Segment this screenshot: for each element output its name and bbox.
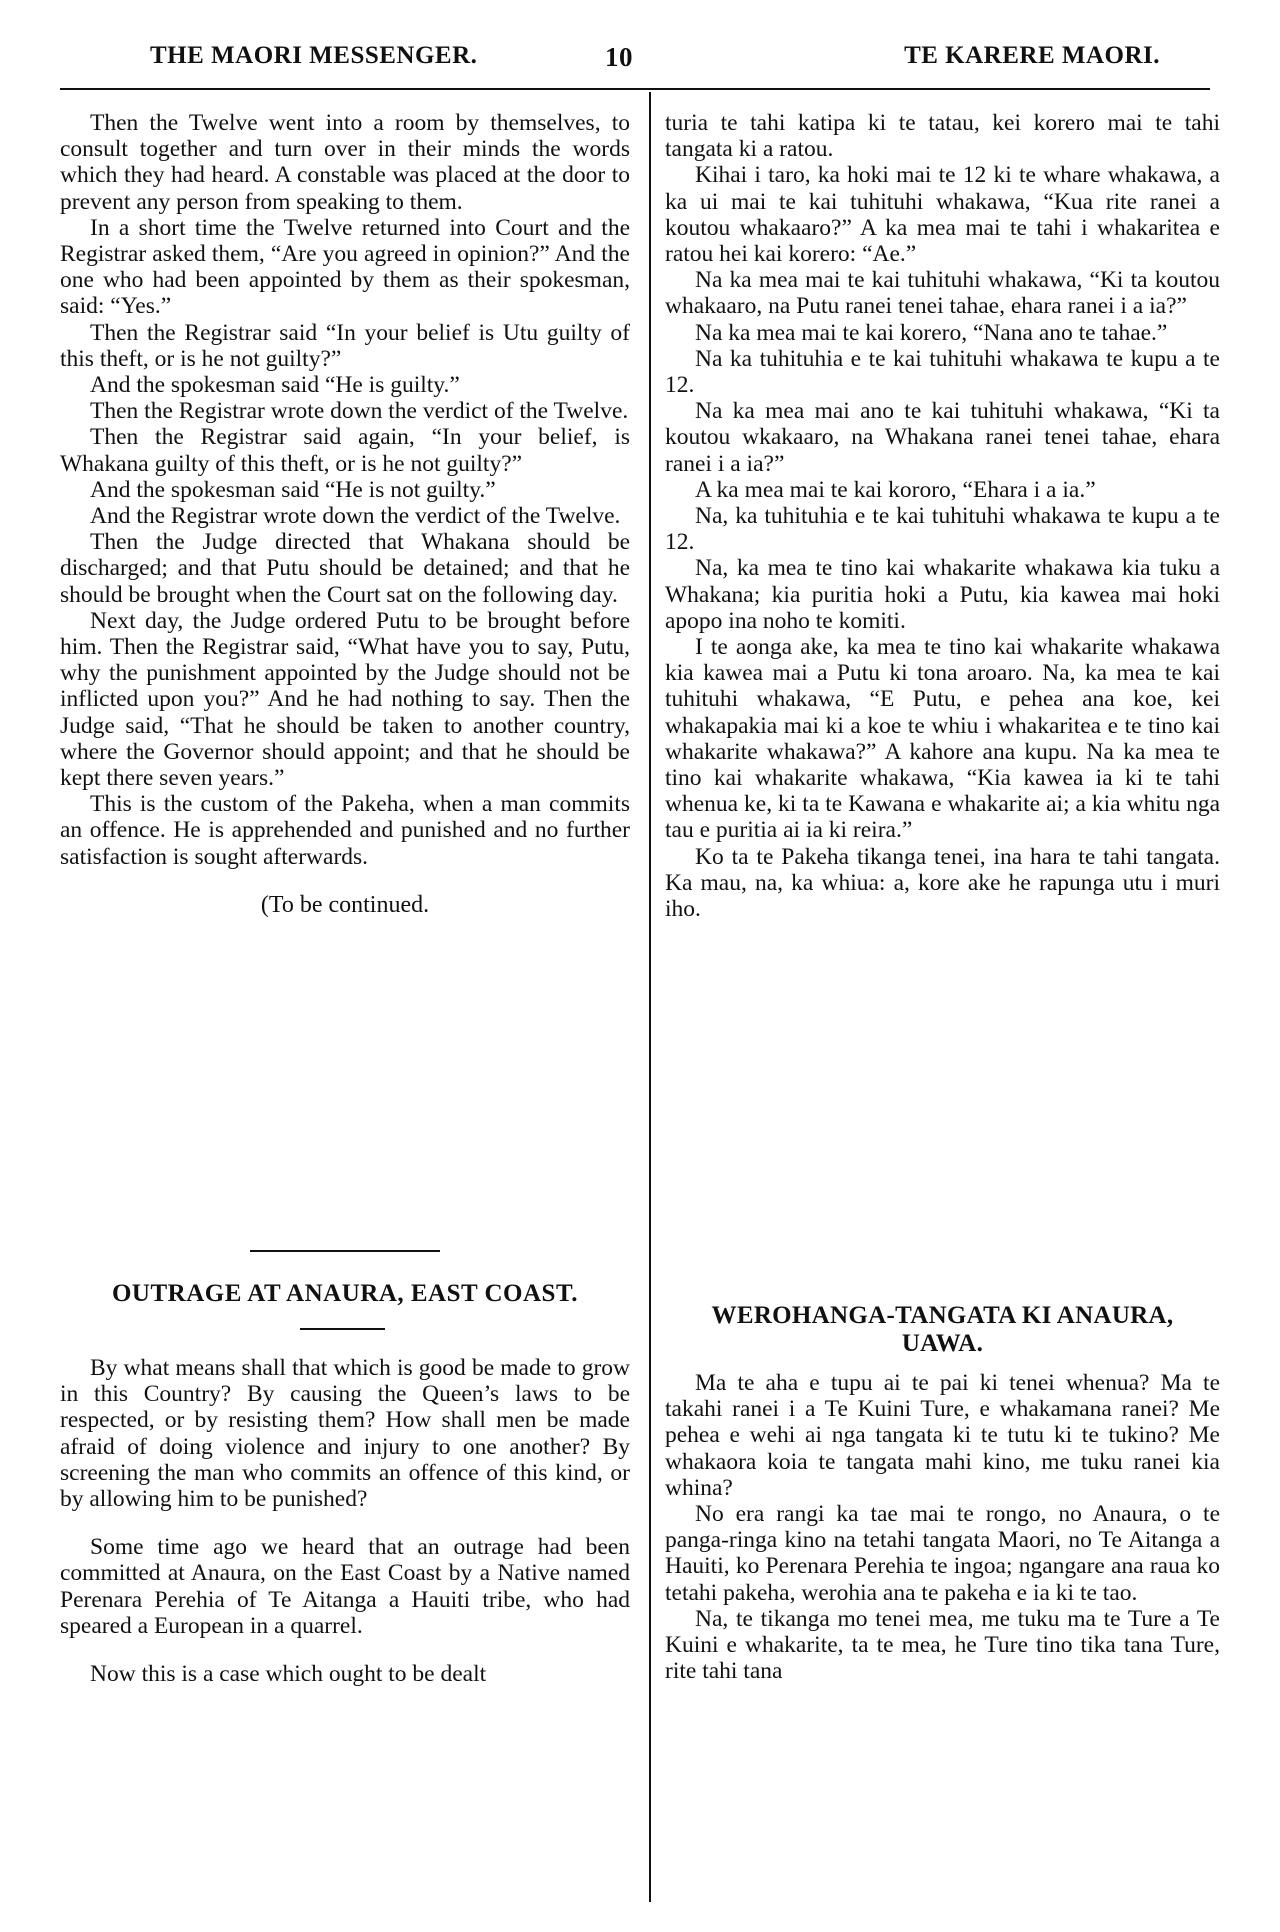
paragraph: And the spokesman said “He is not guilty.” — [90, 476, 496, 503]
paragraph: And the Registrar wrote down the verdict of the Twelve. — [90, 503, 621, 530]
section-title-maori — [665, 1302, 1220, 1358]
paragraph: A ka mea mai te kai kororo, “Ehara i a ia.” — [695, 476, 1096, 503]
paragraph: Na ka mea mai te kai korero, “Nana ano te tahae.” — [695, 319, 1168, 346]
paragraph: Then the Registrar wrote down the verdict of the Twelve. — [90, 398, 629, 425]
header-maori-title: TE KARERE MAORI. — [904, 42, 1160, 69]
title-dash — [300, 1328, 385, 1330]
paragraph: Then the Judge directed that Whakana should be discharged; and that Putu should be detained; and that he should be brought when the Court sat on the following day. — [60, 529, 630, 608]
paragraph: Then the Registrar said “In your belief is Utu guilty of this theft, or is he not guilty?” — [60, 319, 630, 372]
paragraph: Kihai i taro, ka hoki mai te 12 ki te whare whakawa, a ka ui mai te kai tuhituhi whakawa, “Kua rite ranei a koutou whakaaro?” A ka mea mai te tahi i whakaritea e ratou hei kai korero: “Ae.” — [665, 162, 1220, 268]
paragraph: And the spokesman said “He is guilty.” — [90, 372, 460, 399]
paragraph: Na ka mea mai ano te kai tuhituhi whakawa, “Ki ta koutou wkakaaro, na Whakana ranei tenei tahae, ehara ranei i a ia?” — [665, 398, 1220, 477]
page-header — [150, 42, 1180, 78]
paragraph: turia te tahi katipa ki te tatau, kei korero mai te tahi tangata ki a ratou. — [665, 110, 1220, 163]
paragraph: Na, ka mea te tino kai whakarite whakawa kia tuku a Whakana; kia puritia hoki a Putu, kia kawea mai hoki apopo ina noho te komiti. — [665, 555, 1220, 634]
paragraph: By what means shall that which is good be made to grow in this Country? By causing the Queen’s laws to be respected, or by resisting them? How shall men be made afraid of doing violence and injury to one another? By screening the man who commits an offence of this kind, or by allowing him to be punished? — [60, 1355, 630, 1513]
column-divider — [649, 92, 651, 1902]
section-title-line: WEROHANGA-TANGATA KI ANAURA, — [711, 1302, 1174, 1329]
paragraph: Ko ta te Pakeha tikanga tenei, ina hara te tahi tangata. Ka mau, na, ka whiua: a, kore ake he rapunga utu i muri iho. — [665, 843, 1220, 923]
paragraph: Now this is a case which ought to be dealt — [90, 1661, 487, 1688]
paragraph: Ma te aha e tupu ai te pai ki tenei whenua? Ma te takahi ranei i a Te Kuini Ture, e whakamana ranei? Me pehea e wehi ai nga tangata ki te tutu ki te tukino? Me whakaora koia te tangata mahi kino, me tuku ranei kia whina? — [665, 1370, 1220, 1501]
paragraph: Some time ago we heard that an outrage had been committed at Anaura, on the East Coast by a Native named Perenara Perehia of Te Aitanga a Hauiti tribe, who had speared a European in a quarrel. — [60, 1534, 630, 1639]
english-article-column — [60, 110, 630, 918]
paragraph: This is the custom of the Pakeha, when a man commits an offence. He is apprehended and punished and no further satisfaction is sought afterwards. — [60, 791, 630, 870]
section-title-line: UAWA. — [901, 1330, 984, 1357]
paragraph: Na ka mea mai te kai tuhituhi whakawa, “Ki ta koutou whakaaro, na Putu ranei tenei tahae, ehara ranei i a ia?” — [665, 267, 1220, 320]
paragraph: No era rangi ka tae mai te rongo, no Anaura, o te panga-ringa kino na tetahi tangata Maori, no Te Aitanga a Hauiti, ko Perenara Perehia te ingoa; ngangare ana raua ko tetahi pakeha, werohia ana te pakeha e ia ki te tao. — [665, 1501, 1220, 1606]
header-rule — [60, 88, 1210, 90]
paragraph: Na ka tuhituhia e te kai tuhituhi whakawa te kupu a te 12. — [665, 345, 1220, 399]
maori-section-body — [665, 1370, 1220, 1684]
paragraph: Then the Registrar said again, “In your belief, is Whakana guilty of this theft, or is he not guilty?” — [60, 424, 630, 477]
paragraph: Next day, the Judge ordered Putu to be brought before him. Then the Registrar said, “What have you to say, Putu, why the punishment appointed by the Judge should not be inflicted upon you?” And he had nothing to say. Then the Judge said, “That he should be taken to another country, where the Governor should appoint; and that he should be kept there seven years.” — [60, 607, 630, 792]
paragraph: Na, ka tuhituhia e te kai tuhituhi whakawa te kupu a te 12. — [665, 503, 1220, 556]
header-english-title: THE MAORI MESSENGER. — [150, 42, 478, 69]
paragraph: Na, te tikanga mo tenei mea, me tuku ma te Ture a Te Kuini e whakarite, ta te mea, he Ture tino tika tana Ture, rite tahi tana — [665, 1605, 1220, 1685]
page-number: 10 — [605, 42, 633, 72]
maori-article-column — [665, 110, 1220, 922]
paragraph: Then the Twelve went into a room by themselves, to consult together and turn over in their minds the words which they had heard. A constable was placed at the door to prevent any person from speaking to them. — [60, 110, 630, 215]
paragraph: I te aonga ake, ka mea te tino kai whakarite whakawa kia kawea mai a Putu ki tona aroaro. Na, ka mea te kai tuhituhi whakawa, “E Putu, e pehea ana koe, kei whakapakia mai ki a koe te whiu i whakaritea e te tino kai whakarite whakawa?” A kahore ana kupu. Na ka mea te tino kai whakarite whakawa, “Kia kawea ia ki te tahi whenua ke, ki ta te Kawana e whakarite ai; a kia whitu nga tau e puritia ai ia ki reira.” — [665, 634, 1220, 844]
section-title-english: OUTRAGE AT ANAURA, EAST COAST. — [111, 1280, 579, 1307]
english-section-body — [60, 1355, 630, 1687]
paragraph: In a short time the Twelve returned into Court and the Registrar asked them, “Are you agreed in opinion?” And the one who had been appointed by them as their spokesman, said: “Yes.” — [60, 214, 630, 320]
section-divider-rule — [250, 1250, 440, 1252]
to-be-continued: (To be continued. — [260, 891, 430, 918]
